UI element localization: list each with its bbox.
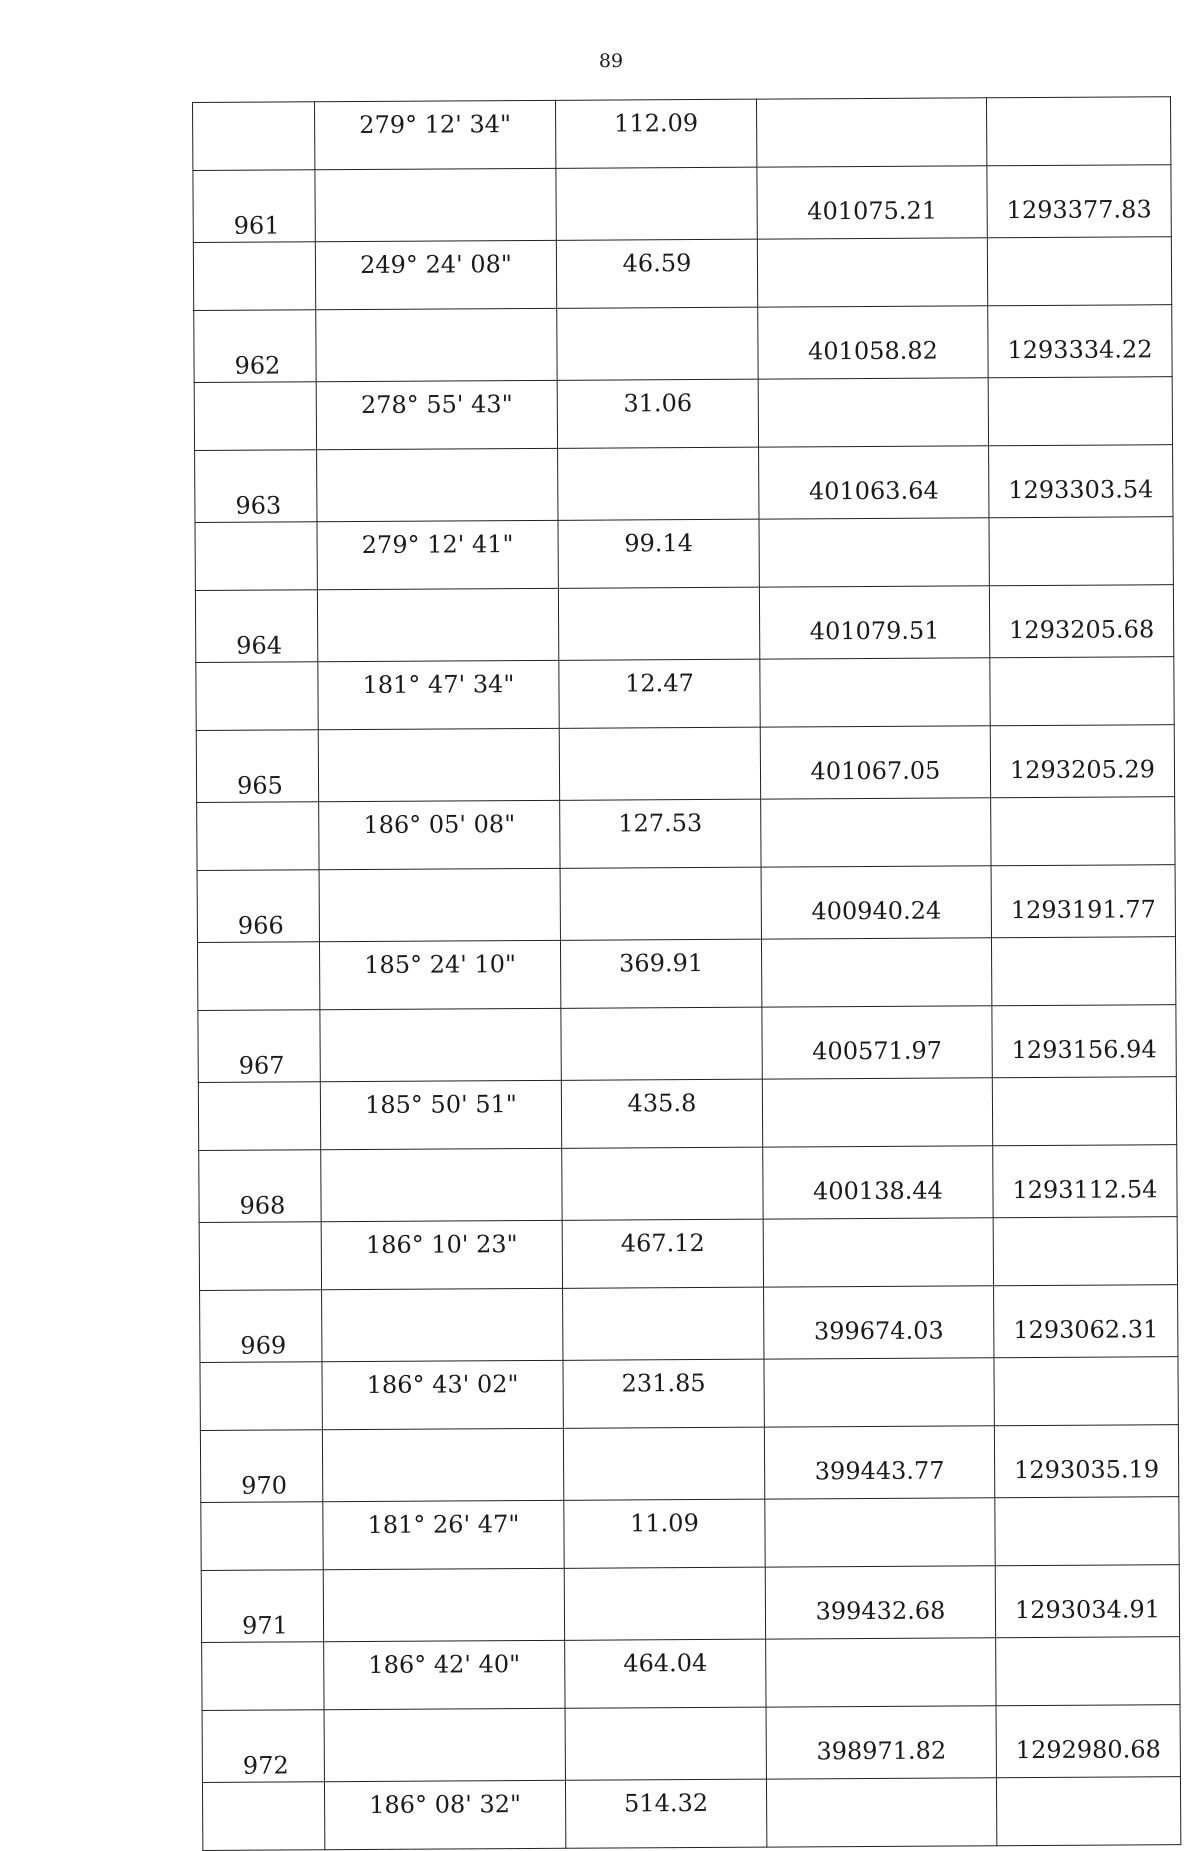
distance-cell: 467.12 [562, 1219, 763, 1288]
easting-cell: 1293334.22 [988, 305, 1172, 378]
distance-cell [563, 1427, 764, 1500]
station-row [197, 865, 1175, 943]
easting-cell: 1293205.29 [990, 725, 1174, 798]
station-cell: 970 [200, 1430, 322, 1503]
bearing-cell [318, 728, 559, 801]
distance-cell [563, 1287, 764, 1360]
station-cell: 972 [202, 1710, 324, 1783]
station-cell: 964 [195, 590, 317, 663]
station-cell [202, 1782, 324, 1851]
northing-cell: 401058.82 [758, 306, 988, 379]
station-row [195, 445, 1173, 523]
leg-row [199, 1217, 1177, 1291]
leg-row [193, 237, 1171, 311]
station-row [199, 1145, 1177, 1223]
northing-cell: 399432.68 [765, 1566, 995, 1639]
leg-row [197, 797, 1175, 871]
distance-cell: 31.06 [557, 379, 758, 448]
bearing-cell [315, 168, 556, 241]
northing-cell: 401063.64 [759, 446, 989, 519]
distance-cell [558, 447, 759, 520]
distance-cell: 11.09 [564, 1499, 765, 1568]
station-cell [202, 1642, 324, 1711]
traverse-table-body [193, 97, 1181, 1851]
northing-cell: 401075.21 [757, 166, 987, 239]
distance-cell [557, 307, 758, 380]
station-cell [195, 522, 317, 591]
bearing-cell: 249° 24' 08" [315, 240, 556, 309]
page-number: 89 [598, 50, 624, 72]
easting-cell [995, 1497, 1179, 1566]
station-cell: 962 [194, 310, 316, 383]
northing-cell [763, 1218, 993, 1287]
station-row [202, 1705, 1180, 1783]
distance-cell: 99.14 [558, 519, 759, 588]
northing-cell [761, 938, 991, 1007]
bearing-cell: 279° 12' 34" [315, 100, 556, 169]
station-cell: 969 [200, 1290, 322, 1363]
leg-row [194, 377, 1172, 451]
station-cell: 968 [199, 1150, 321, 1223]
bearing-cell: 278° 55' 43" [316, 380, 557, 449]
distance-cell [561, 1007, 762, 1080]
leg-row [202, 1637, 1180, 1711]
easting-cell [993, 1217, 1177, 1286]
station-row [198, 1005, 1176, 1083]
leg-row [197, 937, 1175, 1011]
bearing-cell: 186° 05' 08" [319, 800, 560, 869]
easting-cell [996, 1637, 1180, 1706]
bearing-cell [319, 868, 560, 941]
bearing-cell: 185° 50' 51" [320, 1080, 561, 1149]
northing-cell [765, 1498, 995, 1567]
station-cell: 965 [196, 730, 318, 803]
easting-cell: 1293191.77 [991, 865, 1175, 938]
northing-cell: 400571.97 [762, 1006, 992, 1079]
bearing-cell: 181° 47' 34" [318, 660, 559, 729]
distance-cell: 369.91 [560, 939, 761, 1008]
distance-cell: 435.8 [561, 1079, 762, 1148]
distance-cell: 46.59 [556, 239, 757, 308]
easting-cell [996, 1777, 1180, 1846]
station-cell [193, 102, 315, 171]
northing-cell: 399674.03 [764, 1286, 994, 1359]
station-cell: 966 [197, 870, 319, 943]
bearing-cell: 186° 10' 23" [321, 1220, 562, 1289]
station-row [200, 1285, 1178, 1363]
bearing-cell [322, 1428, 563, 1501]
northing-cell: 401067.05 [760, 726, 990, 799]
station-cell [194, 382, 316, 451]
station-cell [199, 1222, 321, 1291]
northing-cell: 400940.24 [761, 866, 991, 939]
station-row [200, 1425, 1178, 1503]
easting-cell [991, 937, 1175, 1006]
easting-cell: 1293035.19 [994, 1425, 1178, 1498]
distance-cell: 464.04 [565, 1639, 766, 1708]
bearing-cell [320, 1008, 561, 1081]
northing-cell [760, 658, 990, 727]
station-cell [193, 242, 315, 311]
distance-cell [556, 167, 757, 240]
easting-cell: 1293112.54 [993, 1145, 1177, 1218]
distance-cell: 231.85 [563, 1359, 764, 1428]
northing-cell [758, 378, 988, 447]
bearing-cell [323, 1568, 564, 1641]
distance-cell [558, 587, 759, 660]
bearing-cell [322, 1288, 563, 1361]
leg-row [201, 1497, 1179, 1571]
northing-cell: 401079.51 [759, 586, 989, 659]
northing-cell: 399443.77 [764, 1426, 994, 1499]
northing-cell [762, 1078, 992, 1147]
bearing-cell: 181° 26' 47" [323, 1500, 564, 1569]
leg-row [195, 517, 1173, 591]
bearing-cell [324, 1708, 565, 1781]
station-cell [197, 802, 319, 871]
leg-row [200, 1357, 1178, 1431]
northing-cell: 398971.82 [766, 1706, 996, 1779]
northing-cell [756, 98, 986, 167]
distance-cell [565, 1707, 766, 1780]
easting-cell [990, 657, 1174, 726]
leg-row [198, 1077, 1176, 1151]
bearing-cell [317, 448, 558, 521]
station-cell: 963 [195, 450, 317, 523]
easting-cell: 1292980.68 [996, 1705, 1180, 1778]
station-cell [198, 1082, 320, 1151]
easting-cell [994, 1357, 1178, 1426]
station-cell: 967 [198, 1010, 320, 1083]
distance-cell: 514.32 [565, 1779, 766, 1848]
easting-cell [986, 97, 1170, 166]
bearing-cell: 186° 08' 32" [324, 1780, 565, 1849]
station-row [195, 585, 1173, 663]
easting-cell: 1293034.91 [995, 1565, 1179, 1638]
northing-cell: 400138.44 [763, 1146, 993, 1219]
station-row [193, 165, 1171, 243]
station-cell: 961 [193, 170, 315, 243]
station-cell: 971 [201, 1570, 323, 1643]
station-cell [197, 942, 319, 1011]
distance-cell: 127.53 [560, 799, 761, 868]
leg-row [202, 1777, 1180, 1851]
easting-cell [989, 517, 1173, 586]
bearing-cell: 186° 42' 40" [324, 1640, 565, 1709]
station-row [194, 305, 1172, 383]
northing-cell [764, 1358, 994, 1427]
bearing-cell [316, 308, 557, 381]
station-cell [201, 1502, 323, 1571]
traverse-table [192, 96, 1181, 1851]
easting-cell: 1293377.83 [987, 165, 1171, 238]
easting-cell [987, 237, 1171, 306]
distance-cell: 12.47 [559, 659, 760, 728]
station-cell [196, 662, 318, 731]
easting-cell: 1293062.31 [994, 1285, 1178, 1358]
station-cell [200, 1362, 322, 1431]
distance-cell [559, 727, 760, 800]
bearing-cell: 186° 43' 02" [322, 1360, 563, 1429]
bearing-cell: 279° 12' 41" [317, 520, 558, 589]
northing-cell [761, 798, 991, 867]
easting-cell [988, 377, 1172, 446]
station-row [201, 1565, 1179, 1643]
easting-cell: 1293205.68 [989, 585, 1173, 658]
easting-cell: 1293156.94 [992, 1005, 1176, 1078]
distance-cell [562, 1147, 763, 1220]
easting-cell [991, 797, 1175, 866]
distance-cell: 112.09 [555, 99, 756, 168]
bearing-cell [317, 588, 558, 661]
bearing-cell [321, 1148, 562, 1221]
northing-cell [766, 1778, 996, 1847]
northing-cell [759, 518, 989, 587]
distance-cell [564, 1567, 765, 1640]
distance-cell [560, 867, 761, 940]
station-row [196, 725, 1174, 803]
easting-cell [992, 1077, 1176, 1146]
bearing-cell: 185° 24' 10" [319, 940, 560, 1009]
easting-cell: 1293303.54 [989, 445, 1173, 518]
northing-cell [757, 238, 987, 307]
leg-row [196, 657, 1174, 731]
leg-row [193, 97, 1171, 171]
